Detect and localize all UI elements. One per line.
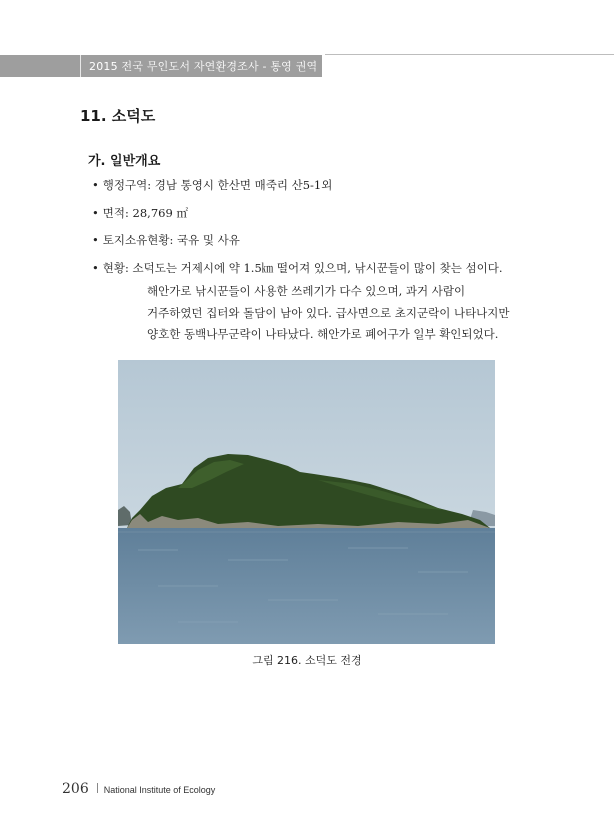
footer-separator xyxy=(97,783,98,793)
figure-caption: 그림 216. 소덕도 전경 xyxy=(252,654,362,667)
status-continuation-line: 거주하였던 집터와 돌담이 남아 있다. 급사면으로 초지군락이 나타나지만 xyxy=(147,306,510,320)
running-header-inner xyxy=(80,55,322,77)
bullet-text: 행정구역: 경남 통영시 한산면 매죽리 산5-1외 xyxy=(102,178,333,192)
running-header xyxy=(0,55,322,77)
header-rule xyxy=(325,54,614,55)
bullet-dot: • xyxy=(92,261,99,275)
section-title: 11. 소덕도 xyxy=(80,107,156,125)
institute-name: National Institute of Ecology xyxy=(103,785,216,795)
bullet-land-ownership xyxy=(92,233,240,247)
subsection-title: 가. 일반개요 xyxy=(88,154,161,169)
bullet-dot: • xyxy=(92,206,99,220)
status-continuation-line: 양호한 동백나무군락이 나타났다. 해안가로 폐어구가 일부 확인되었다. xyxy=(147,327,499,341)
bullet-area xyxy=(92,206,188,220)
island-photo-illustration xyxy=(118,360,495,644)
page-number: 206 xyxy=(62,781,89,797)
bullet-current-status xyxy=(92,261,502,275)
island-photo xyxy=(118,360,495,644)
bullet-dot: • xyxy=(92,233,99,247)
status-continuation-line: 해안가로 낚시꾼들이 사용한 쓰레기가 다수 있으며, 과거 사람이 xyxy=(147,284,466,298)
bullet-dot: • xyxy=(92,178,99,192)
bullet-text: 면적: 28,769 ㎡ xyxy=(102,206,188,220)
bullet-administrative-district xyxy=(92,178,332,192)
bullet-text: 토지소유현황: 국유 및 사유 xyxy=(102,233,240,247)
page-footer xyxy=(62,781,215,797)
bullet-text: 현황: 소덕도는 거제시에 약 1.5㎞ 떨어져 있으며, 낚시꾼들이 많이 찾는 섬이다. xyxy=(102,261,503,275)
running-header-title: 2015 전국 무인도서 자연환경조사 - 통영 권역 xyxy=(89,60,318,73)
